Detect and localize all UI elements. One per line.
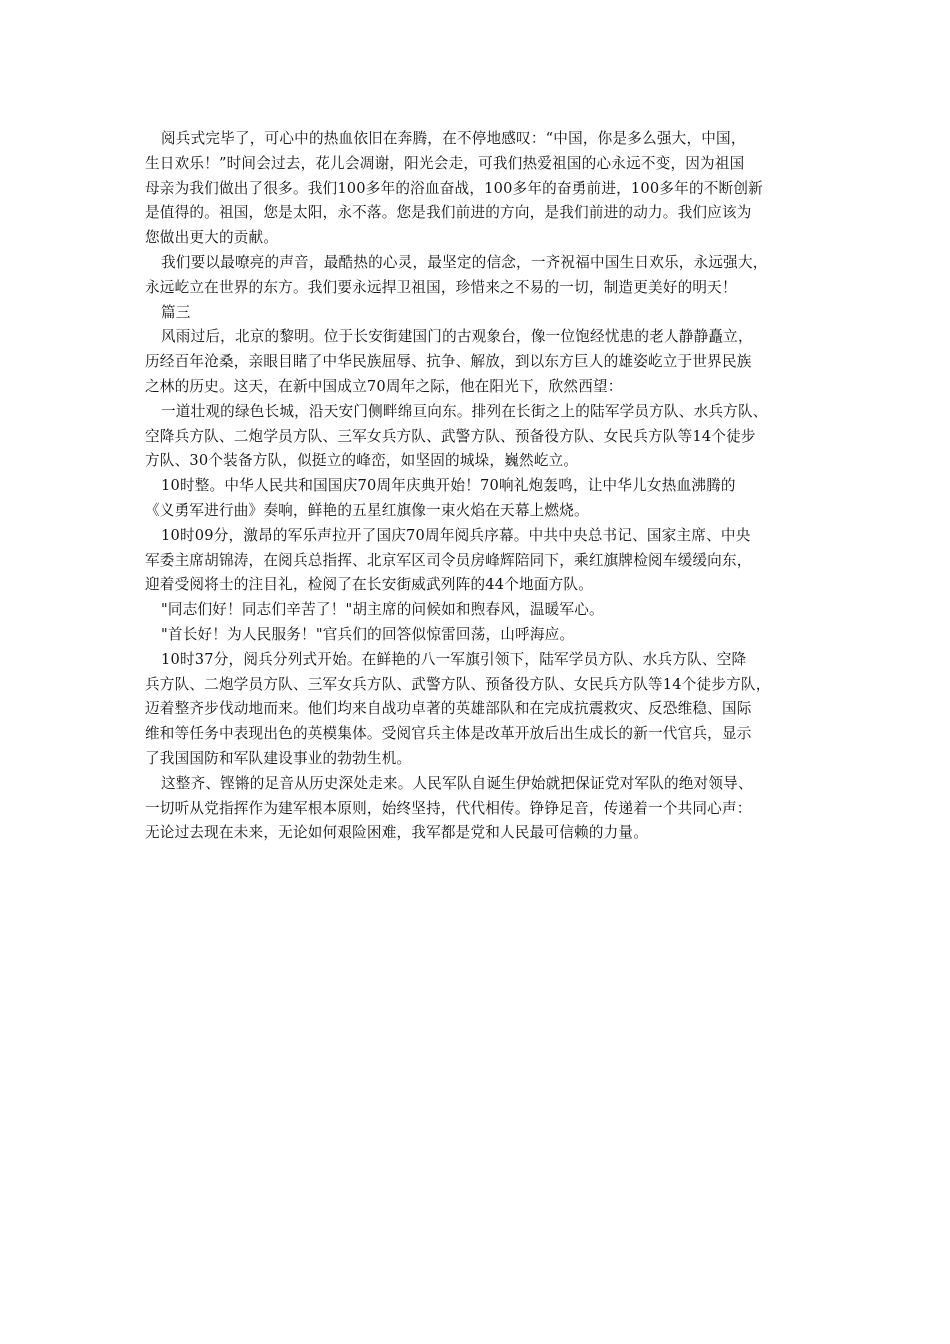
text-line: 一道壮观的绿色长城，沿天安门侧畔绵亘向东。排列在长街之上的陆军学员方队、水兵方队、 [161, 402, 768, 420]
text-line: 迈着整齐步伐动地而来。他们均来自战功卓著的英雄部队和在完成抗震救灾、反恐维稳、国际 [145, 700, 752, 718]
text-line: 了我国国防和军队建设事业的勃勃生机。 [145, 749, 412, 767]
text-line: 我们要以最嘹亮的声音，最酷热的心灵，最坚定的信念，一齐祝福中国生日欢乐，永远强大， [161, 253, 768, 271]
text-line: "首长好！为人民服务！"官兵们的回答似惊雷回荡，山呼海应。 [161, 625, 575, 643]
text-line: 10时整。中华人民共和国国庆70周年庆典开始！70响礼炮轰鸣，让中华儿女热血沸腾的 [161, 477, 736, 495]
text-line: 一切听从党指挥作为建军根本原则，始终坚持，代代相传。铮铮足音，传递着一个共同心声： [145, 799, 752, 817]
text-line: 是值得的。祖国，您是太阳，永不落。您是我们前进的方向，是我们前进的动力。我们应该为 [145, 204, 752, 222]
text-line: 方队、30个装备方队，似挺立的峰峦，如坚固的城垛，巍然屹立。 [145, 452, 579, 470]
text-line: 10时09分，激昂的军乐声拉开了国庆70周年阅兵序幕。中共中央总书记、国家主席、中央 [161, 526, 751, 544]
text-line: 阅兵式完毕了，可心中的热血依旧在奔腾，在不停地感叹：“中国，你是多么强大，中国， [161, 130, 746, 147]
text-line: "同志们好！同志们辛苦了！"胡主席的问候如和煦春风，温暖军心。 [161, 601, 604, 619]
text-line: 迎着受阅将士的注目礼，检阅了在长安街威武列阵的44个地面方队。 [145, 576, 593, 594]
text-line: 母亲为我们做出了很多。我们100多年的浴血奋战，100多年的奋勇前进，100多年的不断创新 [145, 179, 763, 197]
text-line: 兵方队、二炮学员方队、三军女兵方队、武警方队、预备役方队、女民兵方队等14个徒步方队， [145, 675, 771, 693]
document-body [145, 127, 825, 846]
text-line: 这整齐、铿锵的足音从历史深处走来。人民军队自诞生伊始就把保证党对军队的绝对领导、 [161, 774, 753, 792]
text-line: 历经百年沧桑，亲眼目睹了中华民族屈辱、抗争、解放，到以东方巨人的雄姿屹立于世界民族 [145, 353, 752, 371]
text-line: 军委主席胡锦涛，在阅兵总指挥、北京军区司令员房峰辉陪同下，乘红旗牌检阅车缓缓向东， [145, 551, 752, 569]
text-line: 无论过去现在未来，无论如何艰险困难，我军都是党和人民最可信赖的力量。 [145, 824, 648, 842]
text-line: 生日欢乐！”时间会过去，花儿会凋谢，阳光会走，可我们热爱祖国的心永远不变，因为祖国 [145, 154, 745, 172]
text-line: 之林的历史。这天，在新中国成立70周年之际，他在阳光下，欣然西望： [145, 377, 623, 395]
section-heading: 篇三 [161, 303, 191, 321]
text-line: 维和等任务中表现出色的英模集体。受阅官兵主体是改革开放后出生成长的新一代官兵，显示 [145, 725, 752, 743]
text-line: 永远屹立在世界的东方。我们要永远捍卫祖国，珍惜来之不易的一切，制造更美好的明天！ [145, 278, 737, 296]
text-line: 空降兵方队、二炮学员方队、三军女兵方队、武警方队、预备役方队、女民兵方队等14个徒步 [145, 427, 756, 445]
text-line: 您做出更大的贡献。 [145, 229, 279, 247]
text-line: 《义勇军进行曲》奏响，鲜艳的五星红旗像一束火焰在天幕上燃烧。 [145, 501, 589, 519]
text-line: 风雨过后，北京的黎明。位于长安街建国门的古观象台，像一位饱经忧患的老人静静矗立， [161, 328, 753, 346]
text-line: 10时37分，阅兵分列式开始。在鲜艳的八一军旗引领下，陆军学员方队、水兵方队、空降 [161, 650, 747, 668]
